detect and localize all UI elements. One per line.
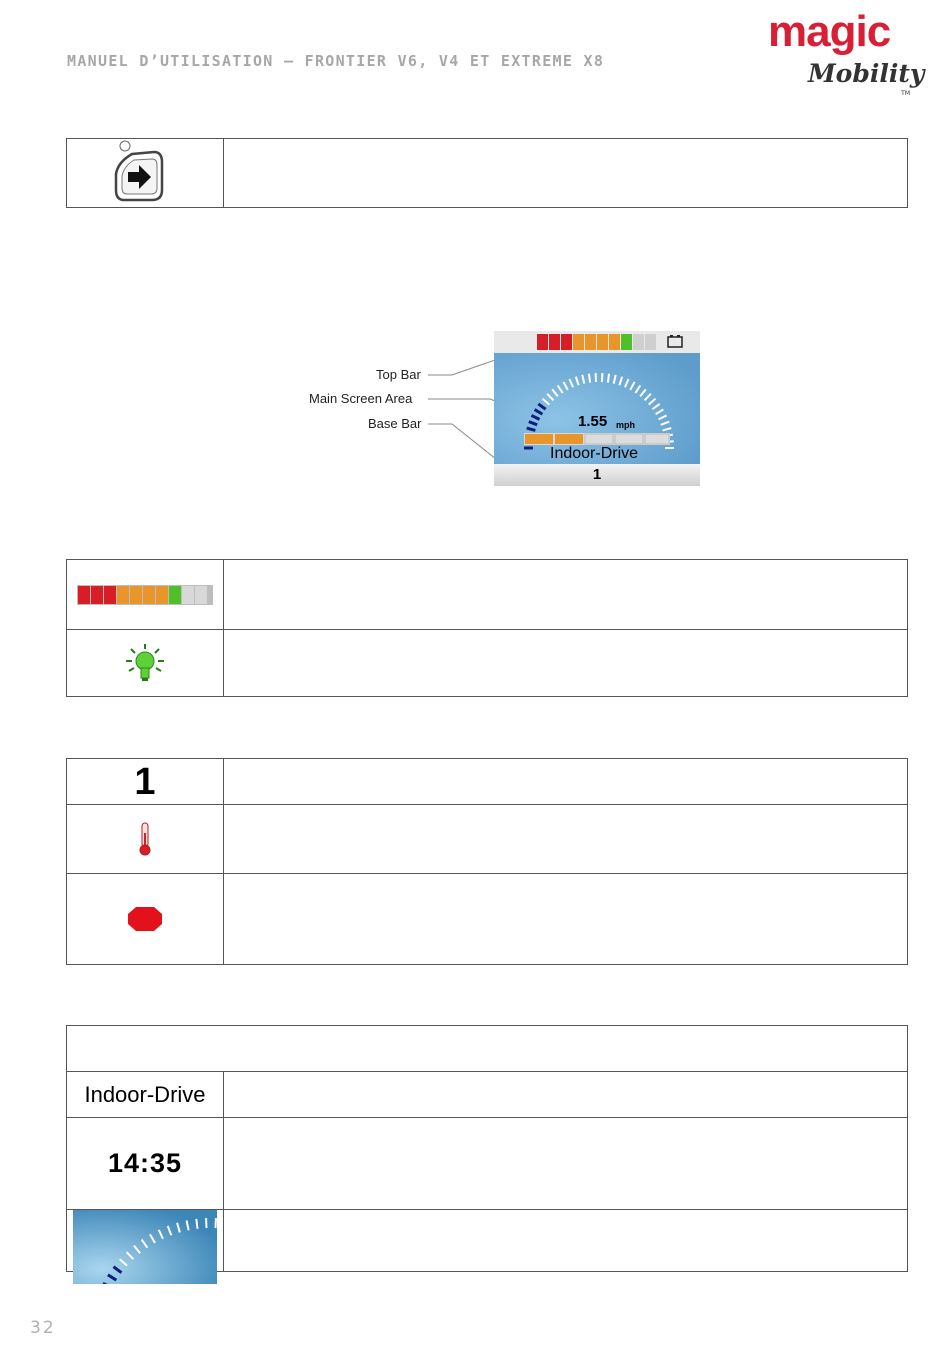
arrow-button-icon xyxy=(110,140,180,206)
screen-speed-unit: mph xyxy=(616,420,635,430)
profile-name-icon: Indoor-Drive xyxy=(84,1081,206,1107)
table-row xyxy=(67,1117,907,1209)
table-row xyxy=(67,560,907,629)
icon-cell xyxy=(67,139,224,207)
speedometer-icon xyxy=(73,1210,217,1284)
label-base-bar: Base Bar xyxy=(368,416,422,431)
icon-cell xyxy=(67,805,224,873)
icon-cell xyxy=(67,630,224,696)
table-row xyxy=(67,873,907,964)
speedometer-tick xyxy=(589,374,590,383)
thermometer-icon xyxy=(137,821,153,857)
stop-sign-icon xyxy=(127,906,163,932)
icon-cell xyxy=(67,759,224,804)
table-mode-button xyxy=(66,138,908,208)
table-header-row xyxy=(67,1026,907,1071)
logo-sub-text: Mobility xyxy=(808,59,925,88)
speedometer-tick xyxy=(196,1219,197,1229)
clock-icon: 14:35 xyxy=(107,1148,183,1178)
screen-top-bar xyxy=(494,331,700,353)
icon-cell xyxy=(67,874,224,964)
icon-cell xyxy=(67,1072,224,1117)
gear-number-icon: 1 xyxy=(134,760,156,803)
display-screen xyxy=(494,331,700,486)
magic-mobility-logo xyxy=(768,7,925,97)
label-top-bar: Top Bar xyxy=(376,367,421,382)
label-main-screen-area: Main Screen Area xyxy=(309,391,413,406)
screen-profile-name: Indoor-Drive xyxy=(550,445,639,462)
table-row xyxy=(67,804,907,873)
logo-brand-text: magic xyxy=(768,7,891,56)
speedometer-tick xyxy=(608,374,609,383)
table-row xyxy=(67,1209,907,1271)
page-number: 32 xyxy=(30,1318,56,1338)
icon-cell xyxy=(67,560,224,629)
screen-gear-number: 1 xyxy=(592,466,602,483)
table-row xyxy=(67,139,907,207)
battery-gauge-icon xyxy=(77,584,213,606)
table-top-bar-icons xyxy=(66,559,908,697)
icon-cell xyxy=(67,1118,224,1209)
table-row xyxy=(67,1071,907,1117)
lightbulb-icon xyxy=(123,643,167,683)
table-row xyxy=(67,629,907,696)
display-diagram xyxy=(300,330,710,490)
icon-cell xyxy=(67,1210,224,1271)
screen-base-bar xyxy=(494,464,700,486)
battery-gauge-icon xyxy=(494,331,700,353)
table-base-bar-icons xyxy=(66,758,908,965)
screen-speed-value: 1.55 xyxy=(578,413,608,430)
table-main-screen-icons xyxy=(66,1025,908,1272)
table-row xyxy=(67,759,907,804)
logo-tm: TM xyxy=(901,90,910,97)
document-header-title: MANUEL D’UTILISATION – FRONTIER V6, V4 ET EXTREME X8 xyxy=(67,52,605,70)
